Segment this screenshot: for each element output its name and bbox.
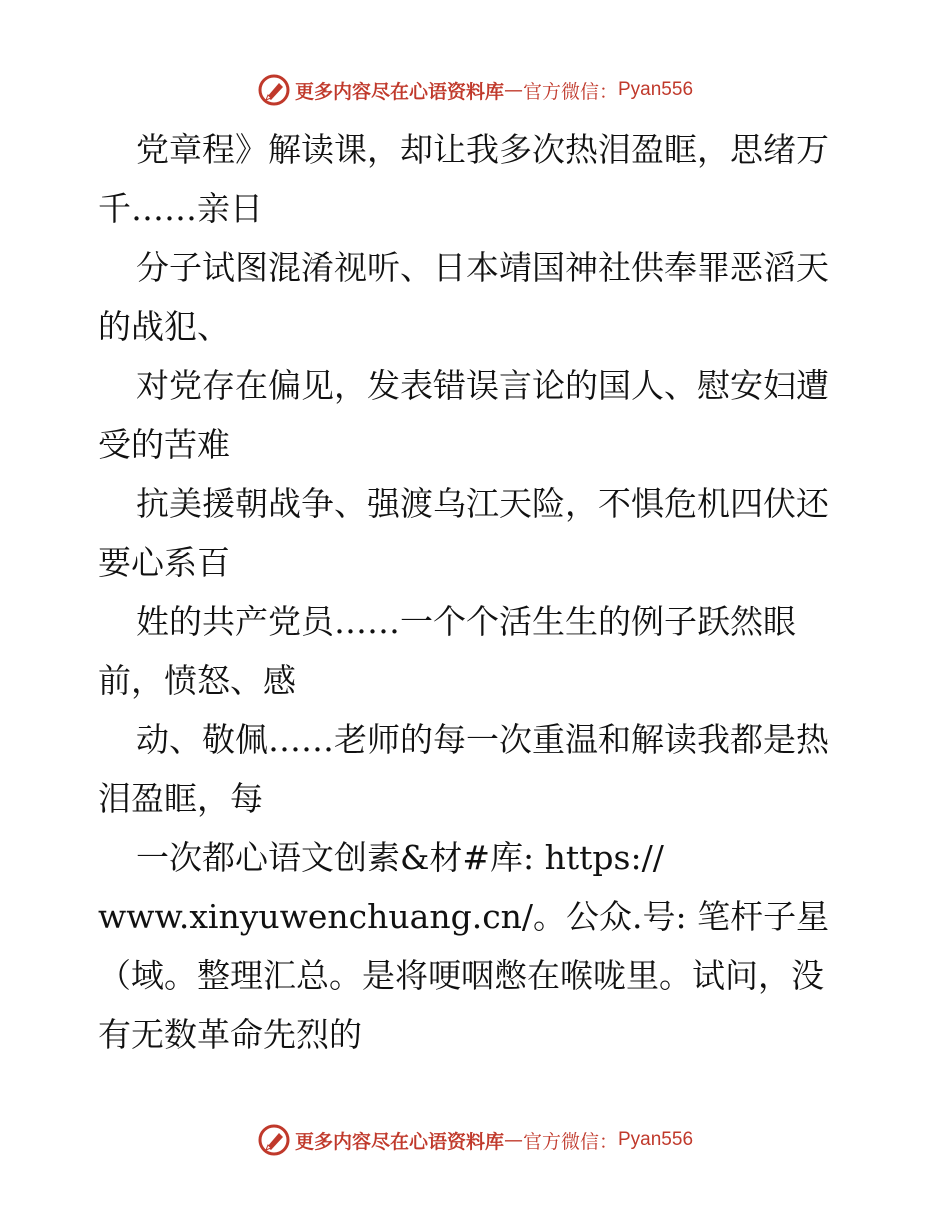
header-wechat-label: 官方微信：	[522, 80, 618, 103]
pen-nib-logo-icon	[257, 1123, 291, 1157]
text-line: （域。整理汇总。是将哽咽憋在喉咙里。试问，没	[98, 956, 824, 995]
footer-separator: —	[503, 1129, 523, 1151]
text-line: 抗美援朝战争、强渡乌江天险，不惧危机四伏还	[136, 484, 829, 523]
text-line: 动、敬佩……老师的每一次重温和解读我都是热	[136, 720, 829, 759]
text-line: 受的苦难	[98, 425, 230, 464]
text-line: 泪盈眶，每	[98, 779, 263, 818]
footer-wechat-label: 官方微信：	[522, 1130, 618, 1153]
header-separator: —	[503, 79, 523, 101]
footer-wechat-id: Pyan556	[618, 1129, 694, 1150]
text-line: 姓的共产党员……一个个活生生的例子跃然眼	[136, 602, 796, 641]
header-site-name: 更多内容尽在心语资料库	[294, 80, 504, 103]
document-body	[98, 120, 858, 1064]
text-line: 千……亲日	[98, 189, 263, 228]
text-line: 有无数革命先烈的	[98, 1015, 362, 1054]
text-line: 的战犯、	[98, 307, 230, 346]
header-wechat-id: Pyan556	[618, 79, 694, 100]
footer-site-name: 更多内容尽在心语资料库	[294, 1130, 504, 1153]
pen-nib-logo-icon	[257, 73, 291, 107]
text-line: 党章程》解读课，却让我多次热泪盈眶，思绪万	[136, 130, 829, 169]
footer-banner	[0, 1120, 950, 1160]
header-banner	[0, 70, 950, 110]
text-line: 对党存在偏见，发表错误言论的国人、慰安妇遭	[136, 366, 829, 405]
text-line: 前，愤怒、感	[98, 661, 296, 700]
text-line: 一次都心语文创素&材#库: https://	[136, 838, 664, 877]
text-line: 分子试图混淆视听、日本靖国神社供奉罪恶滔天	[136, 248, 829, 287]
text-line: 要心系百	[98, 543, 230, 582]
text-line: www.xinyuwenchuang.cn/。公众.号: 笔杆子星	[98, 897, 830, 936]
